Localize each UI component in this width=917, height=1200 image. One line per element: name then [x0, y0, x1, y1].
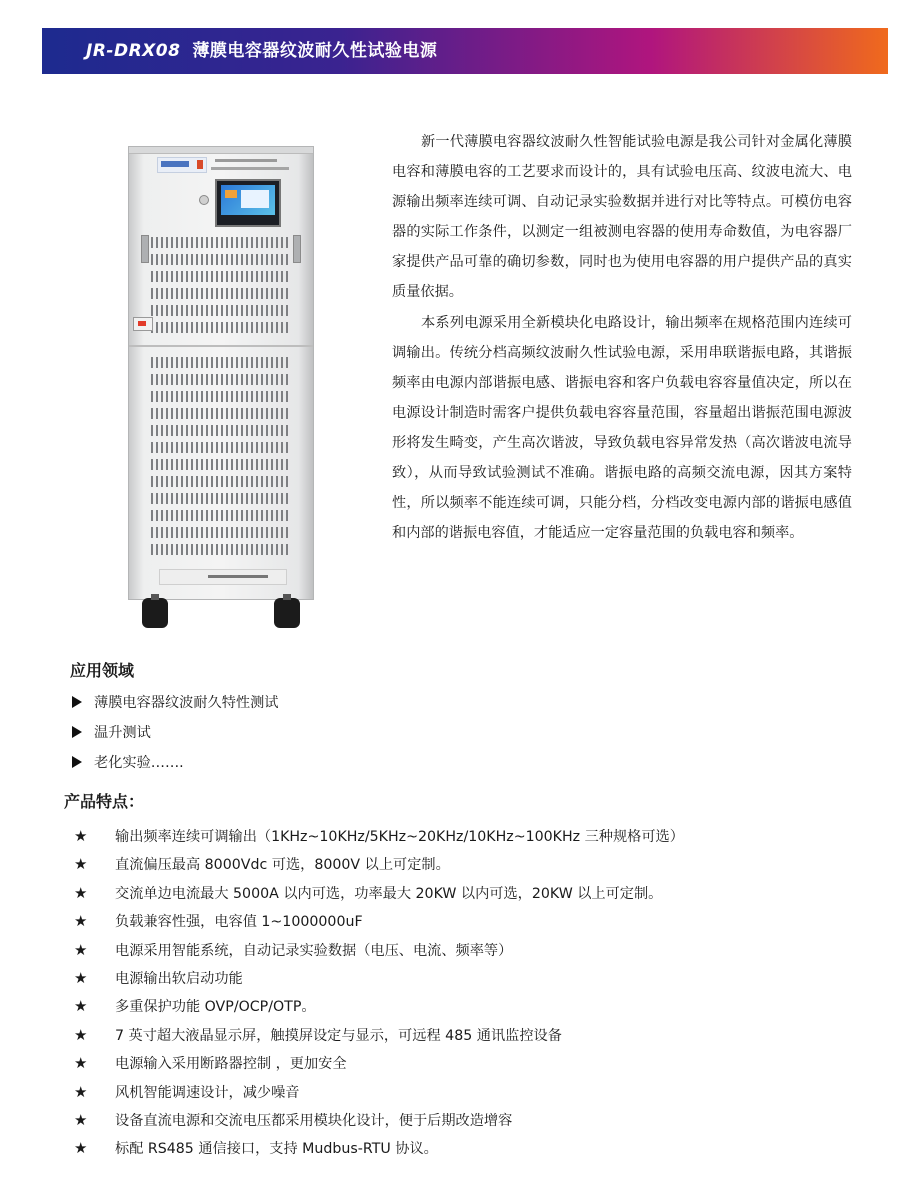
triangle-bullet-icon — [72, 756, 82, 768]
left-handle — [141, 235, 149, 263]
list-item: ★ 电源输出软启动功能 — [74, 964, 684, 992]
intro-paragraph-1: 新一代薄膜电容器纹波耐久性智能试验电源是我公司针对金属化薄膜电容和薄膜电容的工艺要求而设计的，具有试验电压高、纹波电流大、电源输出频率连续可调、自动记录实验数据并进行对比等特点。可模仿电容器的实际工作条件，以测定一组被测电容器的使用寿命数值，为电容器厂家提供产品可靠的确切参数，同时也为使用电容器的用户提供产品的真实质量依据。 — [392, 134, 852, 300]
applications-heading: 应用领域 — [70, 661, 135, 680]
touch-screen — [215, 179, 281, 227]
list-item: ★ 标配 RS485 通信接口，支持 Mudbus-RTU 协议。 — [74, 1134, 684, 1162]
applications-list — [72, 688, 278, 778]
star-bullet-icon: ★ — [74, 940, 88, 959]
model-number: JR-DRX08 — [86, 41, 181, 61]
product-image — [128, 146, 314, 630]
company-nameplate — [159, 569, 287, 585]
star-bullet-icon: ★ — [74, 1139, 88, 1158]
cabinet-top — [129, 147, 313, 154]
power-knob — [199, 195, 209, 205]
star-bullet-icon: ★ — [74, 1054, 88, 1073]
intro-paragraph-2: 本系列电源采用全新模块化电路设计，输出频率在规格范围内连续可调输出。传统分档高频纹波耐久性试验电源，采用串联谐振电路，其谐振频率由电源内部谐振电感、谐振电容和客户负载电容容量值决定，所以在电源设计制造时需客户提供负载电容容量范围，容量超出谐振范围电源波形将发生畸变，产生高次谐波，导致负载电容异常发热（高次谐波电流导致），从而导致试验测试不准确。谐振电路的高频交流电源，因其方案特性，所以频率不能连续可调，只能分档，分档改变电源内部的谐振电感值和内部的谐振电容值，才能适应一定容量范围的负载电容和频率。 — [392, 315, 852, 541]
list-item: ★ 电源输入采用断路器控制 ，更加安全 — [74, 1049, 684, 1077]
panel-divider — [129, 345, 313, 347]
right-caster-wheel — [274, 598, 300, 628]
star-bullet-icon: ★ — [74, 968, 88, 987]
circuit-breaker — [133, 317, 153, 331]
list-item: ★ 直流偏压最高 8000Vdc 可选，8000V 以上可定制。 — [74, 850, 684, 878]
list-item: ★ 交流单边电流最大 5000A 以内可选，功率最大 20KW 以内可选，20KW 以上可定制。 — [74, 879, 684, 907]
list-item: ★ 输出频率连续可调输出（1KHz~10KHz/5KHz~20KHz/10KHz~100KHz 三种规格可选） — [74, 822, 684, 850]
list-item: 薄膜电容器纹波耐久特性测试 — [72, 688, 278, 718]
star-bullet-icon: ★ — [74, 883, 88, 902]
list-item: ★ 7 英寸超大液晶显示屏，触摸屏设定与显示，可远程 485 通讯监控设备 — [74, 1021, 684, 1049]
title-banner — [42, 28, 888, 74]
page-title — [86, 28, 437, 74]
brand-logo-plate — [157, 157, 207, 173]
list-item: ★ 风机智能调速设计，减少噪音 — [74, 1078, 684, 1106]
lower-vent-grille — [151, 357, 291, 561]
features-list — [74, 822, 684, 1163]
triangle-bullet-icon — [72, 696, 82, 708]
star-bullet-icon: ★ — [74, 1025, 88, 1044]
list-item: ★ 电源采用智能系统，自动记录实验数据（电压、电流、频率等） — [74, 936, 684, 964]
intro-text — [392, 127, 852, 548]
star-bullet-icon: ★ — [74, 997, 88, 1016]
star-bullet-icon: ★ — [74, 912, 88, 931]
triangle-bullet-icon — [72, 726, 82, 738]
star-bullet-icon: ★ — [74, 855, 88, 874]
cabinet — [128, 146, 314, 600]
star-bullet-icon: ★ — [74, 1110, 88, 1129]
panel-name-plate — [211, 167, 289, 170]
list-item: ★ 多重保护功能 OVP/OCP/OTP。 — [74, 992, 684, 1020]
star-bullet-icon: ★ — [74, 1082, 88, 1101]
list-item: 温升测试 — [72, 718, 278, 748]
left-caster-wheel — [142, 598, 168, 628]
features-heading: 产品特点： — [64, 792, 145, 811]
upper-vent-grille — [151, 237, 291, 339]
right-handle — [293, 235, 301, 263]
star-bullet-icon: ★ — [74, 827, 88, 845]
product-title: 薄膜电容器纹波耐久性试验电源 — [192, 41, 438, 61]
list-item: ★ 设备直流电源和交流电压都采用模块化设计，便于后期改造增容 — [74, 1106, 684, 1134]
panel-model-plate — [215, 159, 277, 162]
list-item: 老化实验……. — [72, 748, 278, 778]
list-item: ★ 负载兼容性强，电容值 1~1000000uF — [74, 907, 684, 935]
